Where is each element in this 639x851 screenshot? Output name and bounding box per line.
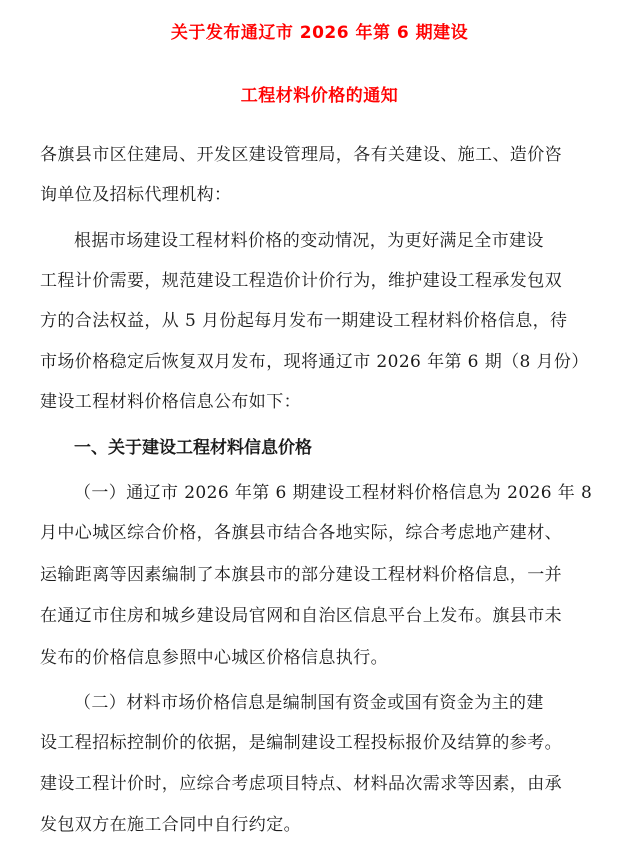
salutation-line-2: 询单位及招标代理机构：: [40, 185, 232, 205]
para1-line-2: 月中心城区综合价格，各旗县市结合各地实际，综合考虑地产建材、: [40, 523, 562, 543]
salutation-line-1: 各旗县市区住建局、开发区建设管理局，各有关建设、施工、造价咨: [40, 145, 562, 165]
para1-line-1: （一）通辽市 2026 年第 6 期建设工程材料价格信息为 2026 年 8: [74, 483, 593, 503]
para1-line-4: 在通辽市住房和城乡建设局官网和自治区信息平台上发布。旗县市未: [40, 606, 562, 626]
title-line-2: 工程材料价格的通知: [240, 86, 399, 106]
para1-line-5: 发布的价格信息参照中心城区价格信息执行。: [40, 648, 388, 668]
para2-line-2: 设工程招标控制价的依据，是编制建设工程投标报价及结算的参考。: [40, 733, 562, 753]
para1-line-3: 运输距离等因素编制了本旗县市的部分建设工程材料价格信息，一并: [40, 565, 562, 585]
intro-line-4: 市场价格稳定后恢复双月发布，现将通辽市 2026 年第 6 期（8 月份）: [40, 352, 589, 372]
para2-line-1: （二）材料市场价格信息是编制国有资金或国有资金为主的建: [74, 693, 544, 713]
section-heading-1: 一、关于建设工程材料信息价格: [74, 438, 312, 458]
title-line-1: 关于发布通辽市 2026 年第 6 期建设: [170, 23, 469, 43]
intro-line-3: 方的合法权益，从 5 月份起每月发布一期建设工程材料价格信息，待: [40, 311, 568, 331]
intro-line-5: 建设工程材料价格信息公布如下：: [40, 392, 301, 412]
para2-line-3: 建设工程计价时，应综合考虑项目特点、材料品次需求等因素，由承: [40, 774, 562, 794]
intro-line-1: 根据市场建设工程材料价格的变动情况，为更好满足全市建设: [74, 231, 544, 251]
para2-line-4: 发包双方在施工合同中自行约定。: [40, 815, 301, 835]
intro-line-2: 工程计价需要，规范建设工程造价计价行为，维护建设工程承发包双: [40, 271, 562, 291]
